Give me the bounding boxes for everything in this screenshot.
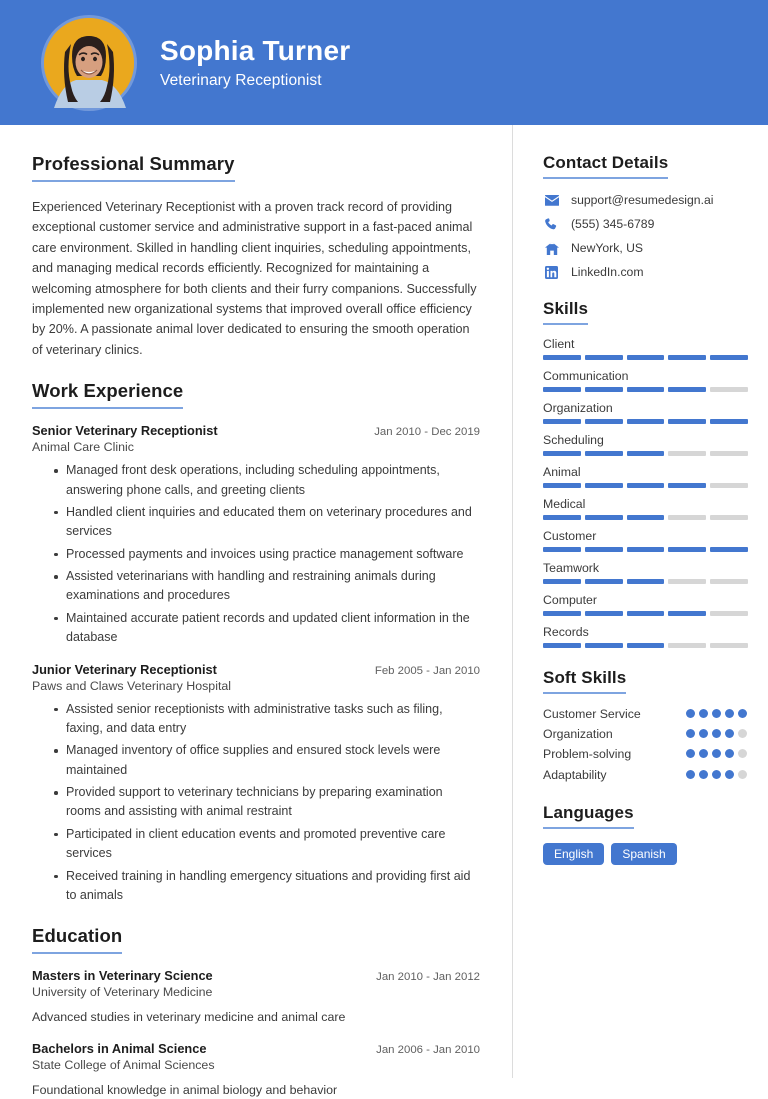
soft-skill-dot — [686, 770, 695, 779]
skill-segment — [585, 547, 623, 552]
soft-skill-dot — [712, 749, 721, 758]
soft-skills-list — [543, 706, 748, 783]
skill-segment — [668, 387, 706, 392]
education-entry — [32, 1041, 480, 1099]
skill-name: Communication — [543, 369, 629, 383]
section-heading-contact: Contact Details — [543, 153, 668, 179]
soft-skill-dot — [686, 749, 695, 758]
header-text — [160, 35, 350, 90]
experience-entry — [32, 423, 480, 647]
experience-bullet: Maintained accurate patient records and updated client information in the database — [54, 609, 480, 648]
skill-segment — [627, 355, 665, 360]
skill-segment — [585, 579, 623, 584]
contact-item[interactable] — [543, 217, 748, 231]
skill-segment — [585, 451, 623, 456]
skill-name: Client — [543, 337, 575, 351]
section-contact-details — [543, 153, 748, 279]
section-heading-summary: Professional Summary — [32, 153, 235, 182]
soft-skill-dot — [686, 709, 695, 718]
skill-segment — [668, 611, 706, 616]
skill-segment — [710, 611, 748, 616]
skill-segment — [543, 387, 581, 392]
skill-segment — [543, 483, 581, 488]
soft-skill-dot — [738, 709, 747, 718]
skill-segment — [543, 451, 581, 456]
experience-bullet: Provided support to veterinary technicians by preparing examination rooms and assisting with animal restraint — [54, 783, 480, 822]
skill-segment — [627, 579, 665, 584]
skill-name: Computer — [543, 593, 597, 607]
experience-bullet: Participated in client education events and promoted preventive care services — [54, 825, 480, 864]
soft-skill-dot — [699, 770, 708, 779]
contact-value: LinkedIn.com — [571, 265, 644, 279]
skill-item — [543, 433, 748, 456]
languages-list — [543, 843, 748, 865]
education-school: State College of Animal Sciences — [32, 1057, 215, 1072]
skill-segment — [585, 355, 623, 360]
section-languages — [543, 803, 748, 865]
skill-item — [543, 529, 748, 552]
skill-rating-bar — [543, 483, 748, 488]
skill-segment — [627, 483, 665, 488]
skill-segment — [543, 643, 581, 648]
skill-name: Medical — [543, 497, 586, 511]
skill-rating-bar — [543, 547, 748, 552]
section-skills — [543, 299, 748, 648]
education-entry-head — [32, 1041, 480, 1056]
experience-bullet-list — [32, 461, 480, 647]
skill-segment — [627, 515, 665, 520]
experience-entry-head — [32, 423, 480, 438]
section-heading-languages: Languages — [543, 803, 634, 829]
skill-item — [543, 369, 748, 392]
soft-skill-item — [543, 726, 748, 742]
avatar — [44, 18, 134, 108]
skill-segment — [585, 643, 623, 648]
education-school: University of Veterinary Medicine — [32, 985, 213, 1000]
skill-segment — [668, 355, 706, 360]
soft-skill-dot — [725, 770, 734, 779]
education-entry — [32, 968, 480, 1027]
contact-list — [543, 193, 748, 279]
skill-item — [543, 401, 748, 424]
soft-skill-dot — [699, 749, 708, 758]
soft-skill-name: Customer Service — [543, 707, 641, 721]
skill-segment — [710, 547, 748, 552]
skill-segment — [668, 451, 706, 456]
contact-value: NewYork, US — [571, 241, 644, 255]
soft-skill-name: Problem-solving — [543, 747, 632, 762]
contact-value: support@resumedesign.ai — [571, 193, 714, 207]
language-chip[interactable]: Spanish — [611, 843, 676, 865]
skill-segment — [543, 419, 581, 424]
skill-segment — [585, 515, 623, 520]
skill-name: Animal — [543, 465, 581, 479]
section-professional-summary — [32, 153, 480, 360]
skill-rating-bar — [543, 451, 748, 456]
skill-segment — [627, 547, 665, 552]
skill-segment — [627, 419, 665, 424]
section-heading-soft-skills: Soft Skills — [543, 668, 626, 694]
experience-bullet: Assisted senior receptionists with administrative tasks such as filing, faxing, and data entry — [54, 700, 480, 739]
skill-rating-bar — [543, 419, 748, 424]
skill-rating-bar — [543, 355, 748, 360]
skill-rating-bar — [543, 387, 748, 392]
experience-entry — [32, 662, 480, 906]
contact-item[interactable] — [543, 241, 748, 255]
experience-bullet: Assisted veterinarians with handling and restraining animals during examinations and procedures — [54, 567, 480, 606]
skill-segment — [627, 451, 665, 456]
resume-header — [0, 0, 768, 125]
education-entry-head — [32, 968, 480, 983]
soft-skill-item — [543, 767, 748, 783]
skill-segment — [710, 355, 748, 360]
experience-role: Junior Veterinary Receptionist — [32, 661, 217, 677]
soft-skill-dot — [712, 770, 721, 779]
section-work-experience — [32, 380, 480, 905]
skill-segment — [668, 515, 706, 520]
soft-skill-dot — [738, 749, 747, 758]
language-chip[interactable]: English — [543, 843, 604, 865]
skill-name: Records — [543, 625, 589, 639]
section-heading-experience: Work Experience — [32, 380, 183, 409]
skill-segment — [668, 547, 706, 552]
section-education — [32, 925, 480, 1099]
skill-segment — [543, 515, 581, 520]
envelope-icon — [543, 195, 560, 206]
experience-role: Senior Veterinary Receptionist — [32, 423, 218, 439]
skill-segment — [668, 483, 706, 488]
experience-date: Feb 2005 - Jan 2010 — [374, 664, 480, 677]
experience-organization: Animal Care Clinic — [32, 440, 134, 455]
section-heading-skills: Skills — [543, 299, 588, 325]
skill-segment — [585, 387, 623, 392]
soft-skill-dot — [725, 729, 734, 738]
soft-skill-dot — [699, 729, 708, 738]
avatar-photo-icon — [44, 18, 134, 108]
skill-segment — [627, 643, 665, 648]
soft-skill-name: Adaptability — [543, 767, 607, 782]
skill-name: Scheduling — [543, 433, 604, 447]
skill-rating-bar — [543, 643, 748, 648]
skill-segment — [543, 579, 581, 584]
soft-skill-dot — [686, 729, 695, 738]
skill-name: Customer — [543, 529, 597, 543]
contact-item[interactable] — [543, 265, 748, 279]
skill-item — [543, 465, 748, 488]
skill-rating-bar — [543, 579, 748, 584]
education-description: Foundational knowledge in animal biology and behavior — [32, 1082, 338, 1097]
skill-item — [543, 497, 748, 520]
soft-skill-item — [543, 746, 748, 762]
summary-text: Experienced Veterinary Receptionist with a proven track record of providing exceptional customer service and administrative support in a fast-paced animal care environment. Skilled in handling client inquiries, scheduling appointments, and managing medical records efficiently. Recognized for maintaining a welcoming atmosphere for both clients and their furry companions. Successfully implemented new organizational systems that improved overall office efficiency by 20%. A passionate animal lover dedicated to ensuring the smooth operation of veterinary clinics. — [32, 200, 477, 357]
skill-segment — [710, 451, 748, 456]
skill-segment — [543, 547, 581, 552]
contact-value: (555) 345-6789 — [571, 217, 655, 231]
skill-segment — [627, 611, 665, 616]
skill-segment — [585, 483, 623, 488]
soft-skill-name: Organization — [543, 727, 613, 742]
skill-item — [543, 625, 748, 648]
experience-entry-head — [32, 662, 480, 677]
skill-item — [543, 593, 748, 616]
soft-skill-dot — [738, 770, 747, 779]
soft-skill-rating — [686, 726, 748, 738]
skill-segment — [627, 387, 665, 392]
soft-skill-item — [543, 706, 748, 722]
experience-entry-list — [32, 423, 480, 905]
skill-segment — [710, 419, 748, 424]
phone-icon — [543, 218, 560, 231]
skill-segment — [585, 419, 623, 424]
experience-bullet: Managed front desk operations, including scheduling appointments, answering phone calls, and greeting clients — [54, 461, 480, 500]
skill-name: Organization — [543, 401, 613, 415]
section-soft-skills — [543, 668, 748, 783]
skill-segment — [710, 515, 748, 520]
skill-segment — [710, 643, 748, 648]
experience-date: Jan 2010 - Dec 2019 — [374, 426, 480, 439]
resume-body — [0, 125, 768, 1097]
skill-rating-bar — [543, 515, 748, 520]
skill-segment — [668, 419, 706, 424]
experience-bullet-list — [32, 700, 480, 906]
skill-rating-bar — [543, 611, 748, 616]
contact-item[interactable] — [543, 193, 748, 207]
section-heading-education: Education — [32, 925, 122, 954]
skill-segment — [543, 611, 581, 616]
education-date: Jan 2006 - Jan 2010 — [376, 1043, 480, 1056]
soft-skill-dot — [725, 709, 734, 718]
skill-segment — [668, 643, 706, 648]
soft-skill-rating — [686, 767, 748, 779]
education-degree: Masters in Veterinary Science — [32, 968, 213, 984]
home-icon — [543, 242, 560, 255]
skill-segment — [585, 611, 623, 616]
soft-skill-dot — [712, 709, 721, 718]
skill-segment — [710, 579, 748, 584]
soft-skill-dot — [712, 729, 721, 738]
soft-skill-dot — [725, 749, 734, 758]
sidebar-column — [513, 125, 768, 1078]
skill-name: Teamwork — [543, 561, 600, 575]
education-degree: Bachelors in Animal Science — [32, 1040, 207, 1056]
skill-segment — [543, 355, 581, 360]
skill-segment — [668, 579, 706, 584]
skill-segment — [710, 483, 748, 488]
soft-skill-dot — [699, 709, 708, 718]
education-date: Jan 2010 - Jan 2012 — [376, 971, 480, 984]
main-column — [0, 125, 513, 1097]
soft-skill-rating — [686, 706, 748, 718]
skill-segment — [710, 387, 748, 392]
skill-item — [543, 337, 748, 360]
soft-skill-dot — [738, 729, 747, 738]
full-name: Sophia Turner — [160, 34, 351, 66]
linkedin-icon — [543, 266, 560, 279]
education-description: Advanced studies in veterinary medicine and animal care — [32, 1010, 346, 1025]
experience-bullet: Received training in handling emergency situations and providing first aid to animals — [54, 867, 480, 906]
experience-bullet: Handled client inquiries and educated them on veterinary procedures and services — [54, 503, 480, 542]
experience-bullet: Processed payments and invoices using practice management software — [54, 545, 480, 564]
skills-list — [543, 337, 748, 648]
experience-organization: Paws and Claws Veterinary Hospital — [32, 678, 232, 693]
education-entry-list — [32, 968, 480, 1099]
soft-skill-rating — [686, 746, 748, 758]
skill-item — [543, 561, 748, 584]
experience-bullet: Managed inventory of office supplies and ensured stock levels were maintained — [54, 741, 480, 780]
job-title: Veterinary Receptionist — [160, 72, 322, 90]
